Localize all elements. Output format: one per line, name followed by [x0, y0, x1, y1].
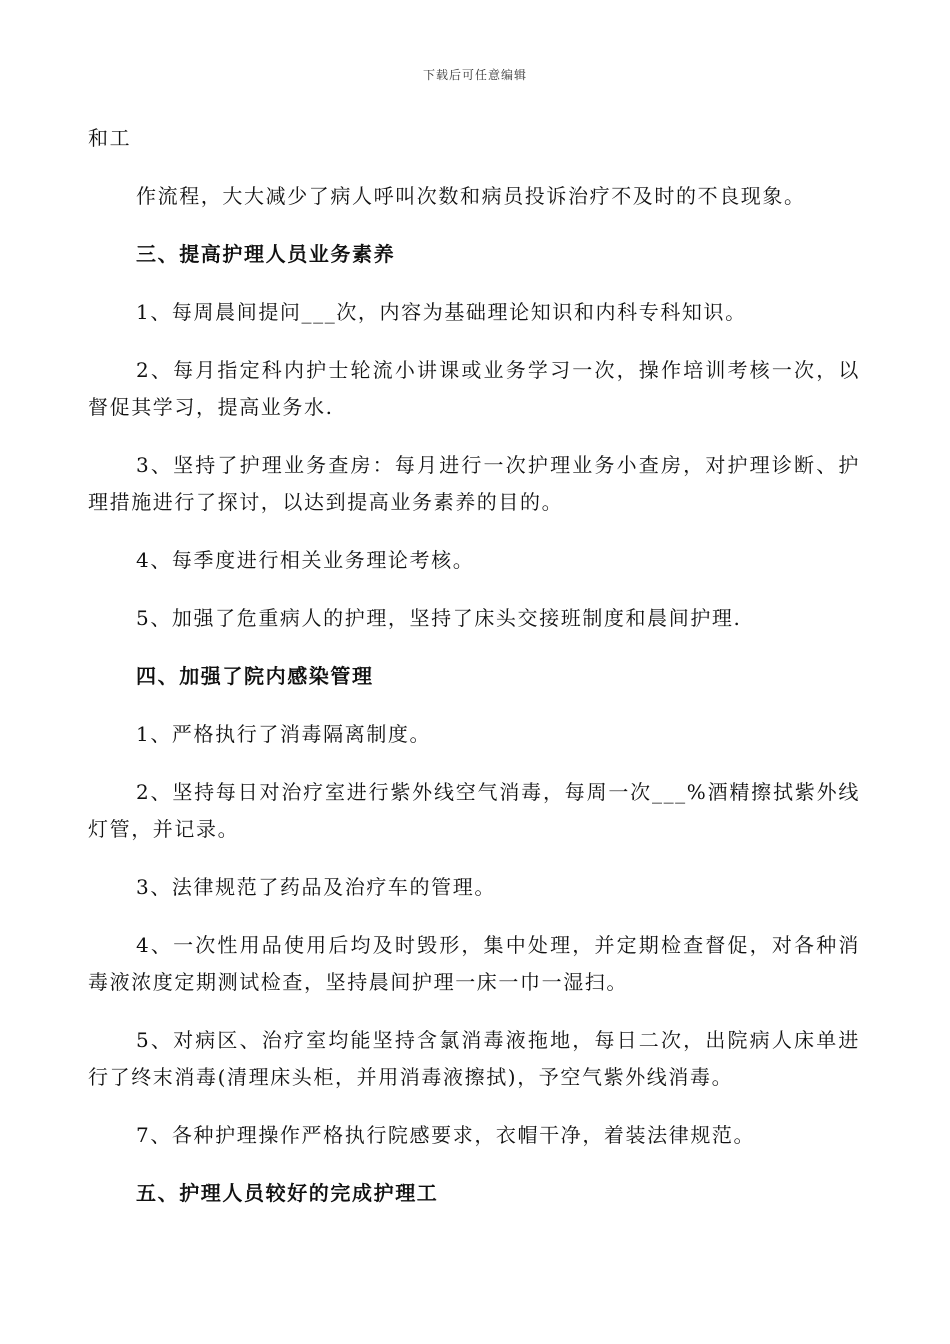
list-item-4-1: 1、严格执行了消毒隔离制度。 — [136, 722, 432, 746]
list-item-4-7: 7、各种护理操作严格执行院感要求，衣帽干净，着装法律规范。 — [136, 1123, 756, 1147]
list-item-3-2: 2、每月指定科内护士轮流小讲课或业务学习一次，操作培训考核一次，以督促其学习，提高业务水. — [88, 358, 860, 419]
document-body — [88, 120, 860, 1212]
section-heading-3: 三、提高护理人员业务素养 — [136, 242, 396, 266]
list-item-3-3: 3、坚持了护理业务查房：每月进行一次护理业务小查房，对护理诊断、护理措施进行了探讨，以达到提高业务素养的目的。 — [88, 453, 860, 514]
list-item-4-5: 5、对病区、治疗室均能坚持含氯消毒液拖地，每日二次，出院病人床单进行了终末消毒(清理床头柜，并用消毒液擦拭)，予空气紫外线消毒。 — [88, 1028, 860, 1089]
section-heading-5: 五、护理人员较好的完成护理工 — [136, 1181, 439, 1205]
list-item-4-2: 2、坚持每日对治疗室进行紫外线空气消毒，每周一次___%酒精擦拭紫外线灯管，并记录。 — [88, 780, 860, 841]
list-item-3-4: 4、每季度进行相关业务理论考核。 — [136, 548, 475, 572]
paragraph-continuation-start: 和工 — [88, 126, 132, 150]
list-item-3-5: 5、加强了危重病人的护理，坚持了床头交接班制度和晨间护理. — [136, 606, 742, 630]
list-item-4-3: 3、法律规范了药品及治疗车的管理。 — [136, 875, 496, 899]
list-item-3-1: 1、每周晨间提问___次，内容为基础理论知识和内科专科知识。 — [136, 300, 747, 324]
section-heading-4: 四、加强了院内感染管理 — [136, 664, 374, 688]
paragraph-workflow: 作流程，大大减少了病人呼叫次数和病员投诉治疗不及时的不良现象。 — [136, 184, 806, 208]
list-item-4-4: 4、一次性用品使用后均及时毁形，集中处理，并定期检查督促，对各种消毒液浓度定期测试检查，坚持晨间护理一床一巾一湿扫。 — [88, 933, 860, 994]
page-header: 下载后可任意编辑 — [422, 68, 527, 82]
